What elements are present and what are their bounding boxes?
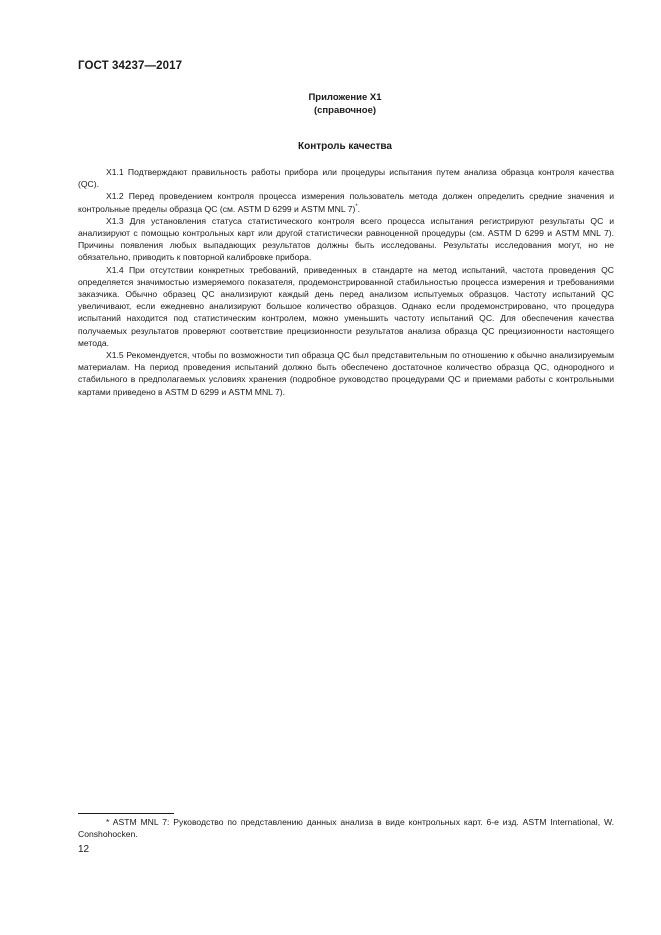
paragraph-x1-2-end: . [357,203,361,214]
footnote-divider [78,813,174,814]
paragraph-x1-3: Х1.3 Для установления статуса статистического контроля всего процесса испытания регистрируют результаты QC и анализируют с помощью контрольных карт или другой статистически равноценной процедуры (см. ASTM D 6299 и ASTM MNL 7). Причины появления любых выпадающих результатов должны быть исследованы. Результаты исследования могут, но не обязательно, приводить к повторной калибровке прибора. [78,215,614,263]
appendix-note: (справочное) [313,105,377,116]
appendix-title: Приложение Х1 [308,92,382,103]
document-code: ГОСТ 34237—2017 [78,60,183,72]
paragraph-x1-5: Х1.5 Рекомендуется, чтобы по возможности тип образца QC был представительным по отношению к обычно анализируемым материалам. На период проведения испытаний должно быть обеспечено достаточное количество образца QC, однородного и стабильного в предполагаемых условиях хранения (подробное руководство процедурами QC и приемами работы с контрольными картами приведено в ASTM D 6299 и ASTM MNL 7). [78,350,614,397]
appendix-heading [0,91,661,117]
footnote-reference[interactable]: * [355,203,358,210]
paragraph-x1-2-text: Х1.2 Перед проведением контроля процесса измерения пользователь метода должен определить средние значения и контрольные пределы образца QC (см. ASTM D 6299 и ASTM MNL 7) [78,191,614,214]
footnote: * ASTM MNL 7: Руководство по представлению данных анализа в виде контрольных карт. 6-е изд. ASTM International, W. Conshohocken. [78,817,614,840]
section-title: Контроль качества [298,141,392,152]
paragraph-x1-1: Х1.1 Подтверждают правильность работы прибора или процедуры испытания путем анализа образца контроля качества (QC). [78,167,614,190]
body-text [78,166,614,398]
page-number: 12 [78,844,90,855]
paragraph-x1-2 [78,190,614,214]
paragraph-x1-4: Х1.4 При отсутствии конкретных требований, приведенных в стандарте на метод испытаний, частота проведения QC определяется значимостью измеряемого показателя, продемонстрированной стабильностью процесса измерения и требованиями заказчика. Обычно образец QC анализируют каждый день перед анализом испытуемых образцов. Частоту испытаний QC увеличивают, если ежедневно анализируют большое количество образцов. Однако если продемонстрировано, что процедура испытаний находится под статистическим контролем, можно уменьшить частоту испытаний QC. Для обеспечения качества получаемых результатов проверяют соответствие прецизионности результатов анализа образца QC прецизионности настоящего метода. [78,264,614,348]
